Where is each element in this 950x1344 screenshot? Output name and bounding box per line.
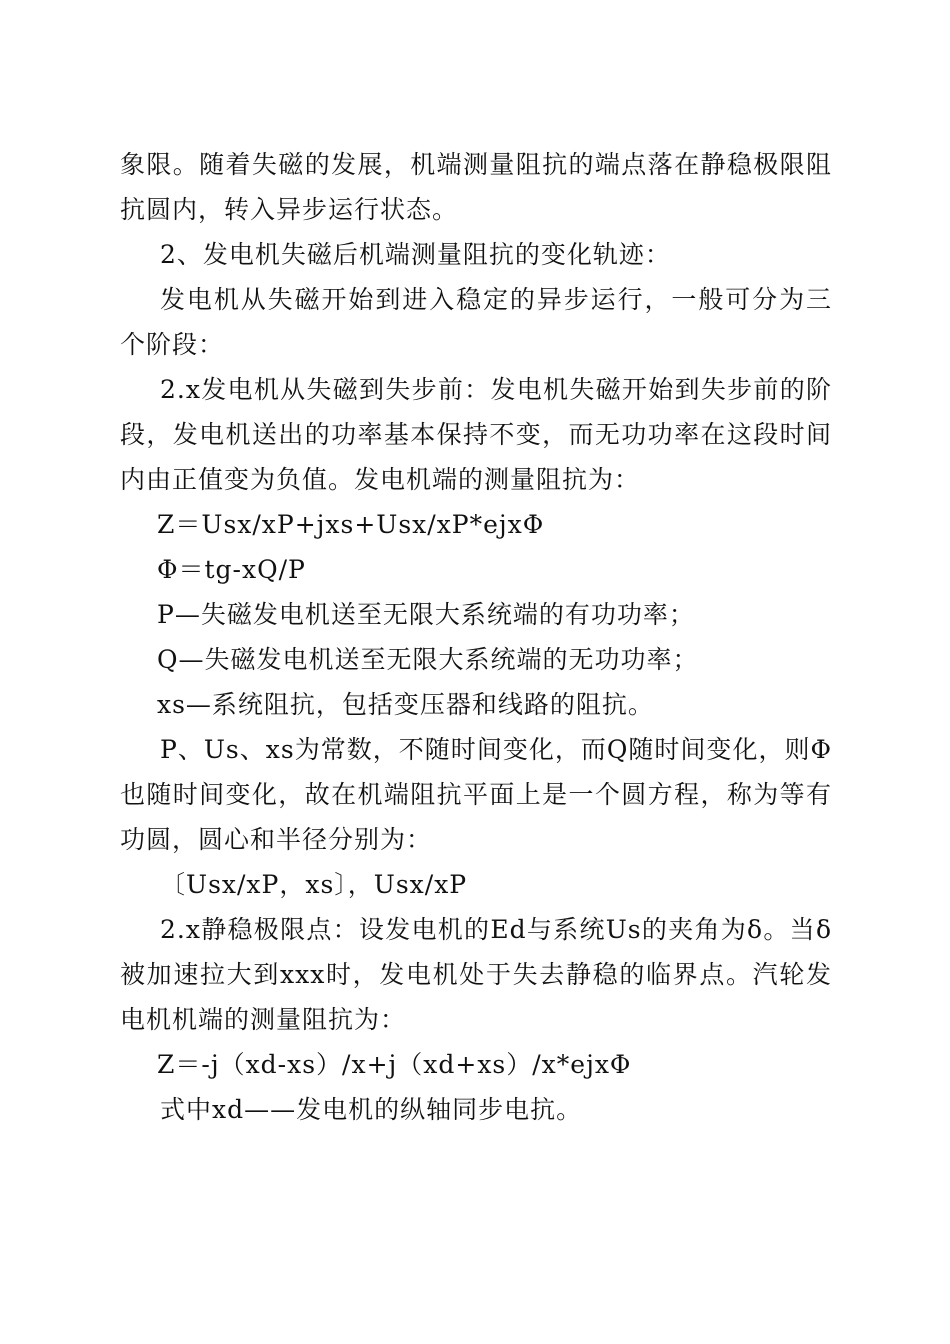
paragraph-stages-intro: 发电机从失磁开始到进入稳定的异步运行，一般可分为三个阶段： [120,285,832,359]
subsection-before-loss-of-step: 2.x发电机从失磁到失步前：发电机失磁开始到失步前的阶段，发电机送出的功率基本保持不变，而无功功率在这段时间内由正值变为负值。发电机端的测量阻抗为： [120,375,832,494]
definition-xs: xs—系统阻抗，包括变压器和线路的阻抗。 [157,690,654,719]
section-heading-2: 2、发电机失磁后机端测量阻抗的变化轨迹： [160,240,671,269]
formula-impedance-z: Z＝Usx/xP+jxs+Usx/xP*ejxΦ [157,510,545,539]
formula-circle-center-radius: 〔Usx/xP，xs〕，Usx/xP [160,870,468,899]
definition-q: Q—失磁发电机送至无限大系统端的无功功率； [157,645,699,674]
definition-xd: 式中xd——发电机的纵轴同步电抗。 [160,1095,583,1124]
paragraph-continuation: 象限。随着失磁的发展，机端测量阻抗的端点落在静稳极限阻抗圆内，转入异步运行状态。 [120,150,832,224]
body-text [120,142,832,1132]
formula-impedance-z-limit: Z＝-j（xd-xs）/x+j（xd+xs）/x*ejxΦ [157,1050,632,1079]
paragraph-equal-power-circle: P、Us、xs为常数，不随时间变化，而Q随时间变化，则Φ也随时间变化，故在机端阻抗平面上是一个圆方程，称为等有功圆，圆心和半径分别为： [120,735,832,854]
subsection-static-stability-limit: 2.x静稳极限点：设发电机的Ed与系统Us的夹角为δ。当δ被加速拉大到xxx时，发电机处于失去静稳的临界点。汽轮发电机机端的测量阻抗为： [120,915,832,1034]
formula-phi: Φ＝tg-xQ/P [157,555,306,584]
definition-p: P—失磁发电机送至无限大系统端的有功功率； [157,600,695,629]
